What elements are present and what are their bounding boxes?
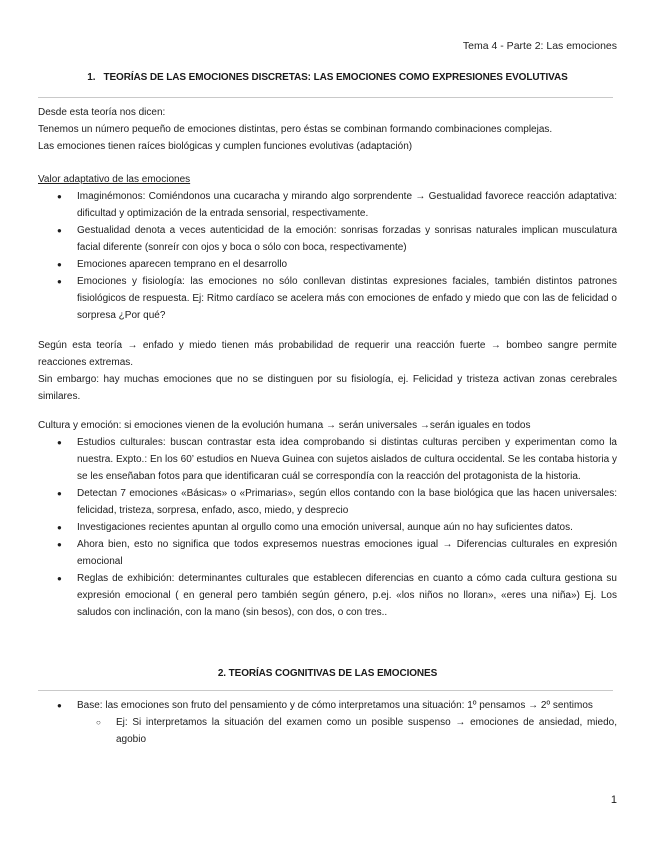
list-item: ● Emociones y fisiología: las emociones no sólo conllevan distintas expresiones faciales, también distintos patrones fisiológicos de respuesta. Ej: Ritmo cardíaco se acelera más con emociones de enfado y miedo que con las de felicidad o sorpresa ¿Por qué?	[38, 273, 617, 324]
valor-list	[38, 188, 617, 324]
list-item: ● Base: las emociones son fruto del pensamiento y de cómo interpretamos una situación: 1º pensamos → 2º sentimos	[38, 697, 617, 714]
valor-block	[38, 171, 617, 324]
teoria-block	[38, 337, 617, 405]
valor-heading: Valor adaptativo de las emociones	[38, 174, 191, 185]
section-2-title: 2. TEORÍAS COGNITIVAS DE LAS EMOCIONES	[217, 668, 438, 679]
section-2-block	[38, 697, 617, 748]
list-item: ● Estudios culturales: buscan contrastar esta idea comprobando si distintas culturas perciben y experimentan como la nuestra. Expto.: En los 60’ estudios en Nueva Guinea con sujetos aislados de cultura occidental. Se les contaba historia y se les enseñaban fotos para que identificaran cuál se correspondía con la reacción del protagonista de la historia.	[38, 434, 617, 485]
list-item: ● Detectan 7 emociones «Básicas» o «Primarias», según ellos contando con la base biológica que las hacen universales: felicidad, tristeza, sorpresa, enfado, asco, miedo, y desprecio	[38, 485, 617, 519]
page-number: 1	[610, 794, 617, 806]
section-1-divider	[38, 97, 613, 98]
intro-line: Tenemos un número pequeño de emociones distintas, pero éstas se combinan formando combinaciones complejas.	[38, 124, 553, 135]
teoria-paragraph: Sin embargo: hay muchas emociones que no se distinguen por su fisiología, ej. Felicidad y tristeza activan zonas cerebrales similares.	[38, 374, 617, 402]
cognitive-list	[38, 697, 617, 714]
intro-block	[38, 104, 617, 155]
intro-line: Las emociones tienen raíces biológicas y cumplen funciones evolutivas (adaptación)	[38, 141, 413, 152]
cognitive-sublist	[38, 714, 617, 748]
cultura-block	[38, 417, 617, 621]
list-item: ● Emociones aparecen temprano en el desarrollo	[38, 256, 617, 273]
cultura-list	[38, 434, 617, 621]
teoria-paragraph: Según esta teoría → enfado y miedo tienen más probabilidad de requerir una reacción fuerte → bombeo sangre permite reacciones extremas.	[38, 340, 617, 368]
sub-list-item: ○ Ej: Si interpretamos la situación del examen como un posible suspenso → emociones de ansiedad, miedo, agobio	[38, 714, 617, 748]
section-2-divider	[38, 690, 613, 691]
list-item: ● Reglas de exhibición: determinantes culturales que establecen diferencias en cuanto a cómo cada cultura gestiona su expresión emocional ( en general pero también según género, p.ej. «los niños no lloran», «eres una niña») Ej. Los saludos con inclinación, con la mano (sin besos), con dos, o con tres..	[38, 570, 617, 621]
list-item: ● Ahora bien, esto no significa que todos expresemos nuestras emociones igual → Diferencias culturales en expresión emocional	[38, 536, 617, 570]
list-item: ● Gestualidad denota a veces autenticidad de la emoción: sonrisas forzadas y sonrisas naturales implican musculatura facial diferente (sonreír con ojos y boca o sólo con boca, respectivamente)	[38, 222, 617, 256]
intro-line: Desde esta teoría nos dicen:	[38, 107, 166, 118]
running-header: Tema 4 - Parte 2: Las emociones	[462, 40, 617, 52]
list-item: ● Investigaciones recientes apuntan al orgullo como una emoción universal, aunque aún no hay suficientes datos.	[38, 519, 617, 536]
cultura-heading: Cultura y emoción: si emociones vienen de la evolución humana → serán universales →serán iguales en todos	[38, 420, 531, 431]
section-1-title: 1. TEORÍAS DE LAS EMOCIONES DISCRETAS: LAS EMOCIONES COMO EXPRESIONES EVOLUTIVAS	[87, 72, 568, 83]
list-item: ● Imaginémonos: Comiéndonos una cucaracha y mirando algo sorprendente → Gestualidad favorece reacción adaptativa: dificultad y optimización de la entrada sensorial, respectivamente.	[38, 188, 617, 222]
